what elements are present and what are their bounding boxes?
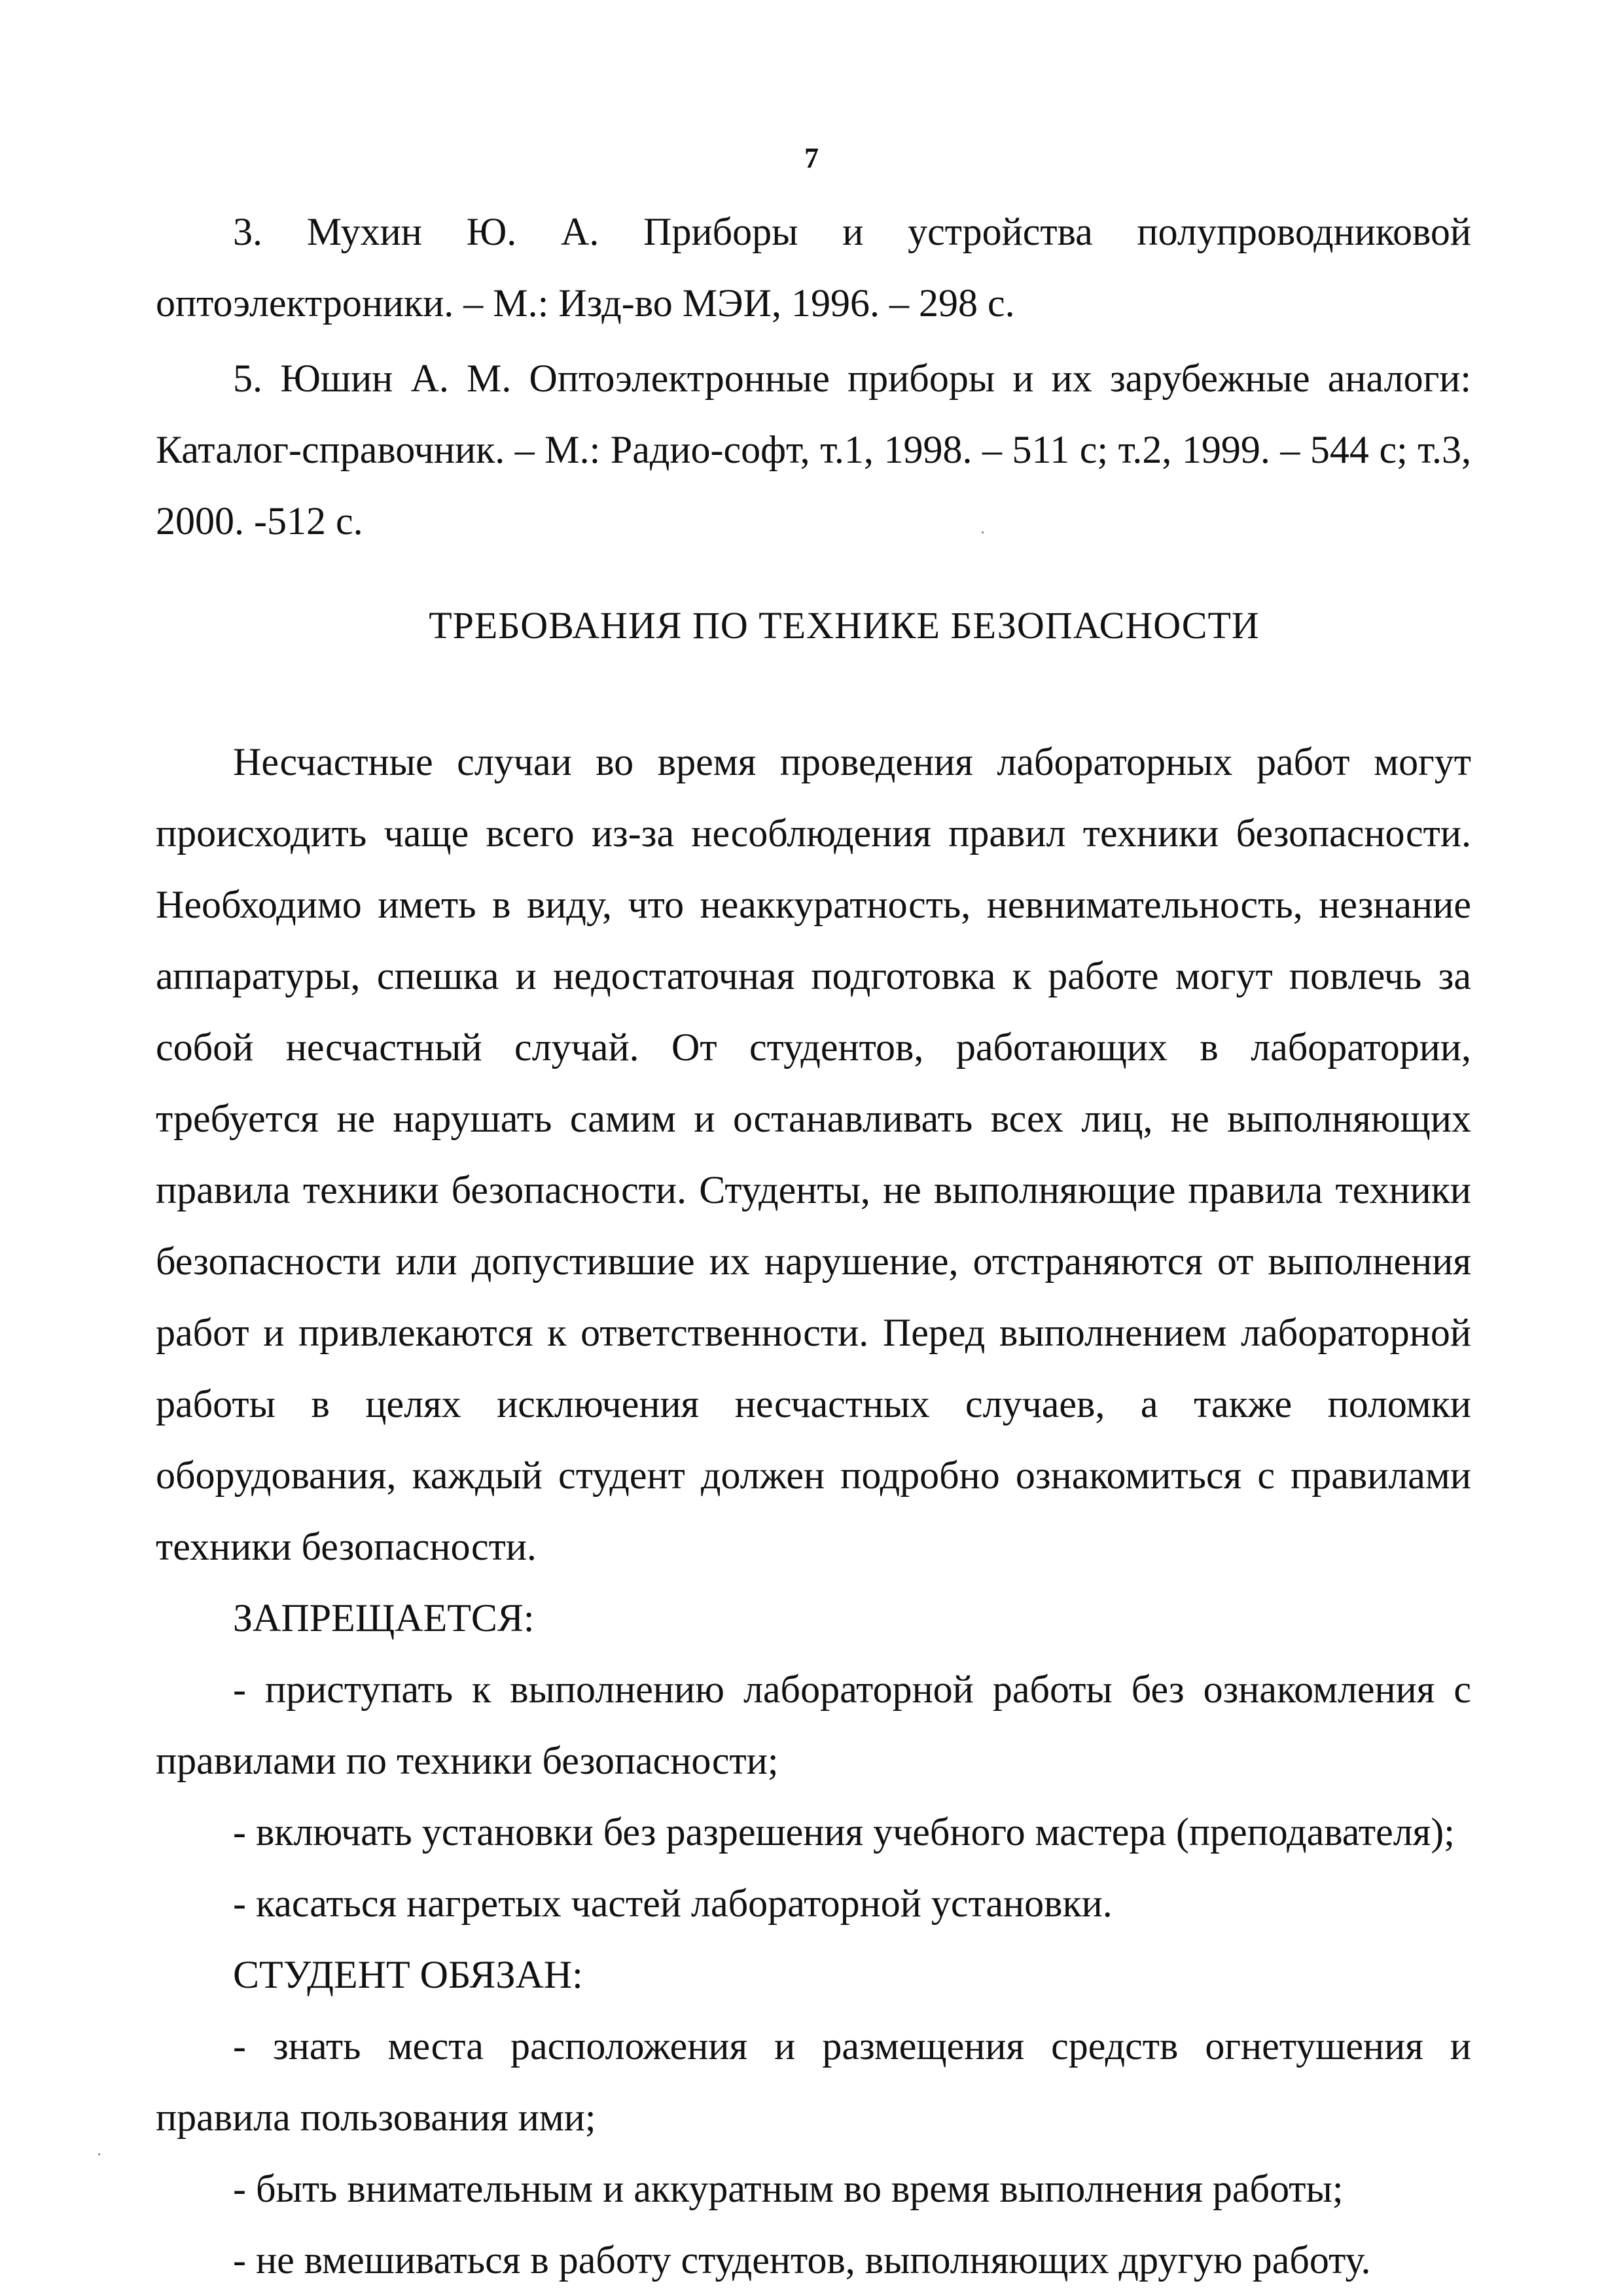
section-title: ТРЕБОВАНИЯ ПО ТЕХНИКЕ БЕЗОПАСНОСТИ	[429, 604, 1260, 647]
duty-item: - знать места расположения и размещения средств огнетушения и правила пользования ими;	[156, 2024, 1471, 2139]
duty-item: - быть внимательным и аккуратным во время выполнения работы;	[233, 2167, 1344, 2210]
duty-item: - не вмешиваться в работу студентов, выполняющих другую работу.	[233, 2238, 1371, 2282]
scan-artifact	[982, 531, 984, 533]
reference-item: 3. Мухин Ю. А. Приборы и устройства полупроводниковой оптоэлектроники. – М.: Изд-во МЭИ, 1996. – 298 с.	[156, 210, 1471, 325]
forbidden-item: - касаться нагретых частей лабораторной установки.	[233, 1882, 1113, 1925]
forbidden-heading: ЗАПРЕЩАЕТСЯ:	[233, 1596, 535, 1640]
section-body	[156, 726, 1471, 2296]
reference-item: 5. Юшин А. М. Оптоэлектронные приборы и их зарубежные аналоги: Каталог-справочник. – М.: Радио-софт, т.1, 1998. – 511 с; т.2, 1999. – 544 с; т.3, 2000. -512 с.	[156, 357, 1471, 543]
forbidden-item: - приступать к выполнению лабораторной работы без ознакомления с правилами по техники безопасности;	[156, 1668, 1471, 1782]
intro-paragraph: Несчастные случаи во время проведения лабораторных работ могут происходить чаще всего из-за несоблюдения правил техники безопасности. Необходимо иметь в виду, что неаккуратность, невнимательность, незнание аппаратуры, спешка и недостаточная подготовка к работе могут повлечь за собой несчастный случай. От студентов, работающих в лаборатории, требуется не нарушать самим и останавливать всех лиц, не выполняющих правила техники безопасности. Студенты, не выполняющие правила техники безопасности или допустившие их нарушение, отстраняются от выполнения работ и привлекаются к ответственности. Перед выполнением лабораторной работы в целях исключения несчастных случаев, а также поломки оборудования, каждый студент должен подробно ознакомиться с правилами техники безопасности.	[156, 740, 1471, 1568]
page-number: 7	[804, 142, 819, 174]
scan-artifact	[98, 2153, 100, 2155]
forbidden-item: - включать установки без разрешения учебного мастера (преподавателя);	[233, 1810, 1455, 1854]
references-list	[156, 196, 1471, 561]
duties-heading: СТУДЕНТ ОБЯЗАН:	[233, 1953, 583, 1996]
